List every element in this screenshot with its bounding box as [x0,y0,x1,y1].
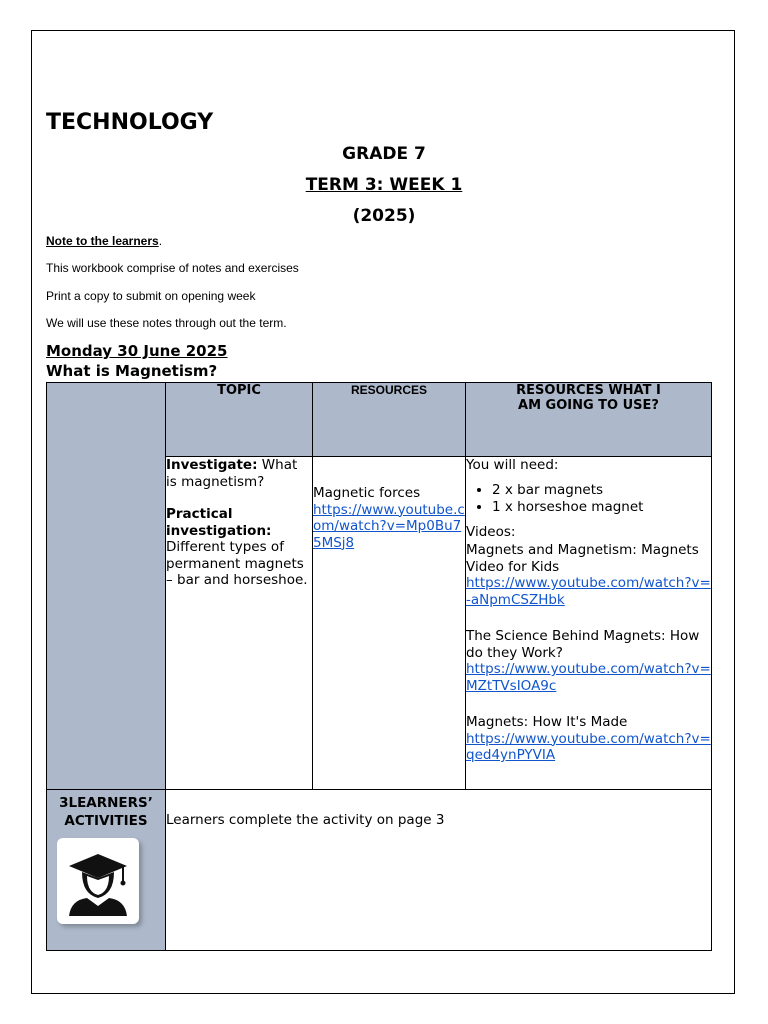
topic-cell [166,457,313,790]
videos-label: Videos: [466,523,516,540]
header-resources-to-use-line1: RESOURCES WHAT I [516,383,661,398]
video2-title: The Science Behind Magnets: How do they Work? [466,628,700,661]
practical-text-2: – bar and horseshoe. [166,572,308,588]
list-item: • 1 x horseshoe magnet [492,499,711,516]
grade-heading: GRADE 7 [342,144,426,164]
note-heading-text: Note to the learners [46,234,159,248]
header-topic: TOPIC [166,383,313,457]
resources-link[interactable]: https://www.youtube.com/watch?v=Mp0Bu75MSj8 [313,501,465,551]
investigate-text: What is magnetism? [166,457,298,490]
header-resources-to-use [466,383,712,457]
side-shade-cell [47,383,166,790]
header-resources-to-use-line2: AM GOING TO USE? [518,398,659,413]
investigate-label: Investigate: [166,457,258,473]
you-will-need: You will need: [466,457,559,473]
term-heading: TERM 3: WEEK 1 [305,175,463,195]
video3-link[interactable]: https://www.youtube.com/watch?v=qed4ynPYVIA [466,730,711,763]
note-heading-punct: . [158,234,163,248]
activity-text-cell [166,790,712,951]
activity-label-cell [47,790,166,951]
resources-use-cell [466,457,712,790]
table-header-row [47,383,712,457]
activity-row [47,790,712,951]
note-line-3: We will use these notes through out the term. [46,316,287,330]
activity-text: Learners complete the activity on page 3 [166,812,445,828]
note-line-1: This workbook comprise of notes and exercises [46,261,299,275]
year-heading: (2025) [352,206,416,226]
needs-list [466,482,711,516]
list-item: • 2 x bar magnets [492,482,711,499]
header-resources: RESOURCES [313,383,466,457]
practical-text-1: Different types of permanent magnets [166,539,304,572]
note-heading [46,234,162,248]
video2-link[interactable]: https://www.youtube.com/watch?v=MZtTVsIOA9c [466,661,711,694]
resources-cell [313,457,466,790]
graduate-student-icon [57,838,139,924]
subject-title: TECHNOLOGY [46,110,214,135]
lesson-date: Monday 30 June 2025 [46,342,228,360]
note-line-2: Print a copy to submit on opening week [46,289,256,303]
video1-title: Magnets and Magnetism: Magnets Video for Kids [466,542,699,575]
practical-label: Practical investigation: [166,506,272,539]
resources-label: Magnetic forces [313,485,421,501]
activity-label: 3LEARNERS’ ACTIVITIES [59,795,153,829]
video1-link[interactable]: https://www.youtube.com/watch?v=-aNpmCSZHbk [466,575,711,608]
video3-title: Magnets: How It's Made [466,714,628,730]
lesson-plan-table [46,382,712,951]
lesson-question: What is Magnetism? [46,362,218,380]
